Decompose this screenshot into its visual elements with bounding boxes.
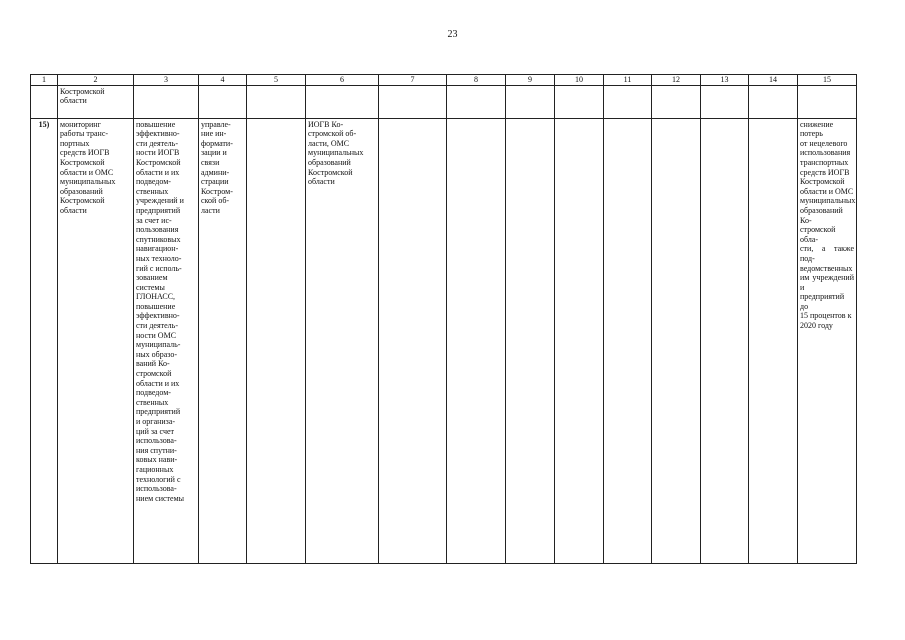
header-cell: 9 <box>506 75 555 86</box>
measure-name-text: мониторинг работы транс- портных средств ИОГВ Костромской области и ОМС муниципальных образований Костромской области <box>60 119 116 215</box>
table-cell <box>604 85 652 118</box>
table-cell <box>247 118 306 563</box>
table-cell <box>134 85 199 118</box>
table-cell <box>199 85 247 118</box>
header-cell: 10 <box>555 75 604 86</box>
table-cell <box>447 118 506 563</box>
table-cell <box>555 85 604 118</box>
table-cell <box>31 85 58 118</box>
table-cell <box>652 118 701 563</box>
header-cell: 4 <box>199 75 247 86</box>
responsible-text: управле- ние ин- формати- зации и связи админи- страции Костром- ской об- ласти <box>201 119 233 215</box>
header-cell: 5 <box>247 75 306 86</box>
table-cell <box>447 85 506 118</box>
table-cell <box>58 118 134 563</box>
header-cell: 3 <box>134 75 199 86</box>
header-cell: 11 <box>604 75 652 86</box>
page-number: 23 <box>447 29 458 40</box>
table-cell <box>506 118 555 563</box>
table-cell <box>379 85 447 118</box>
header-cell: 6 <box>306 75 379 86</box>
header-row <box>31 75 857 86</box>
table-cell <box>379 118 447 563</box>
table-cell <box>247 85 306 118</box>
row-number: 15) <box>31 118 58 563</box>
header-cell: 8 <box>447 75 506 86</box>
table-cell <box>58 85 134 118</box>
header-cell: 13 <box>701 75 749 86</box>
table-cell <box>506 85 555 118</box>
table-cell <box>701 85 749 118</box>
table-cell <box>749 85 798 118</box>
header-cell: 12 <box>652 75 701 86</box>
continued-region-text: Костромской области <box>60 86 105 106</box>
header-cell: 15 <box>798 75 857 86</box>
table-cell <box>555 118 604 563</box>
table-cell <box>749 118 798 563</box>
goal-text: повышение эффективно- сти деятель- ности ИОГВ Костромской области и их подведом- ственных учреждений и предприятий за счет ис- пользования спутниковых навигацион- ных техноло- гий с исполь- зованием системы ГЛОНАСС, повышение эффективно- сти деятель- ности ОМС муниципаль- ных образо- ваний Ко- стромской области и их подведом- ственных предприятий и организа- ций за счет использова- ния спутни- ковых нави- гационных технологий с использова- нием системы <box>136 119 185 503</box>
table-cell <box>306 118 379 563</box>
expected-result-text: снижение потерь от нецелевого использования транспортных средств ИОГВ Костромской области и ОМС муниципальных образований Ко- стромской обла- сти, а также под- ведомственных им учреждений и предприятий до 15 процентов к 2020 году <box>800 119 856 331</box>
header-cell: 2 <box>58 75 134 86</box>
table-cell <box>199 118 247 563</box>
table-cell <box>798 85 857 118</box>
header-cell: 7 <box>379 75 447 86</box>
table-cell <box>306 85 379 118</box>
header-cell: 1 <box>31 75 58 86</box>
table-cell <box>134 118 199 563</box>
participants-text: ИОГВ Ко- стромской об- ласти, ОМС муниципальных образований Костромской области <box>308 119 364 187</box>
table-row <box>31 118 857 563</box>
table-cell <box>701 118 749 563</box>
header-cell: 14 <box>749 75 798 86</box>
table-row <box>31 85 857 118</box>
table-cell <box>652 85 701 118</box>
table-cell <box>798 118 857 563</box>
data-table <box>30 74 857 564</box>
table-cell <box>604 118 652 563</box>
